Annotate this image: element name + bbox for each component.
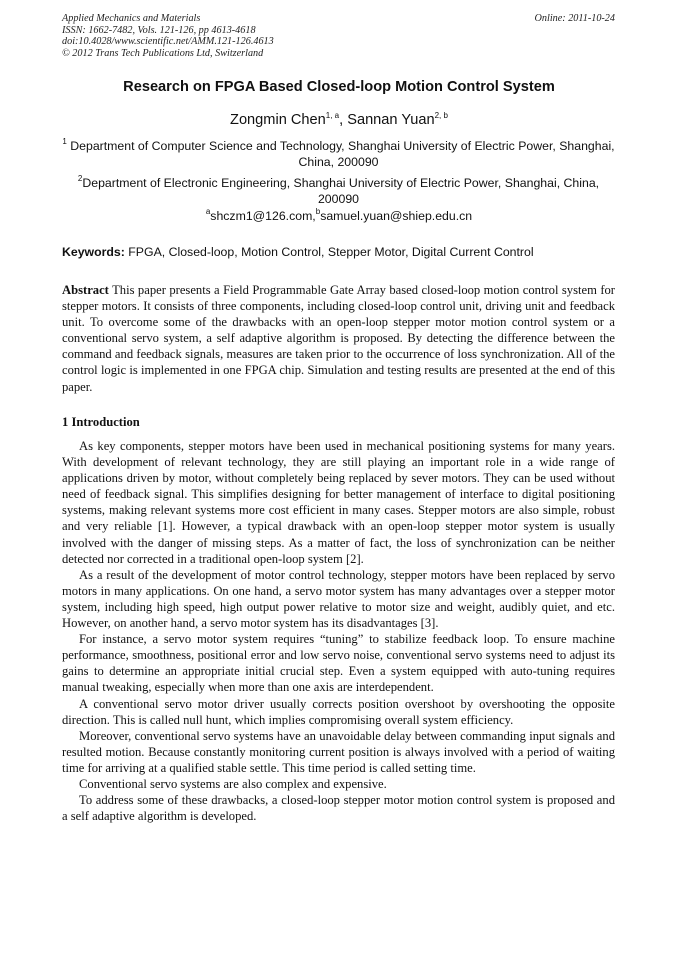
journal-name: Applied Mechanics and Materials [62, 13, 201, 24]
abstract [62, 282, 615, 395]
paragraph: A conventional servo motor driver usually corrects position overshoot by overshooting the opposite direction. This is called null hunt, which implies compromising overall system efficiency. [62, 696, 615, 727]
doi-line: doi:10.4028/www.scientific.net/AMM.121-126.4613 [62, 36, 274, 48]
author-list [0, 112, 678, 128]
email-line [0, 209, 678, 223]
paragraph: To address some of these drawbacks, a closed-loop stepper motor motion control system is proposed and a self adaptive algorithm is developed. [62, 793, 615, 824]
affiliation-superscript: 1 [62, 137, 67, 146]
author-superscript: 2, b [434, 111, 448, 120]
email-address[interactable]: shczm1@126.com, [210, 209, 316, 223]
introduction-body [62, 438, 615, 824]
issn-line: ISSN: 1662-7482, Vols. 121-126, pp 4613-4618 [62, 24, 256, 36]
paper-title: Research on FPGA Based Closed-loop Motion Control System [123, 79, 555, 95]
author-separator: , [339, 112, 348, 128]
keywords-label: Keywords: [62, 245, 125, 259]
paragraph: As a result of the development of motor control technology, stepper motors have been replaced by servo motors in many applications. On one hand, a servo motor system has many advantages over a stepper motor system, including high speed, high output power relative to motor size and weight, audibly quiet, and etc. However, on another hand, a servo motor system has its disadvantages [3]. [62, 567, 615, 631]
abstract-text: This paper presents a Field Programmable Gate Array based closed-loop motion control system for stepper motors. It consists of three components, including closed-loop control unit, driving unit and feedback unit. To overcome some of the drawbacks with an open-loop stepper motor motion control system or a conventional servo system, a self adaptive algorithm is proposed. By detecting the difference between the command and feedback signals, measures are taken prior to the occurrence of loss synchronization. All of the control logic is implemented in one FPGA chip. Simulation and testing results are presented at the end of this paper. [62, 283, 616, 394]
email-address[interactable]: samuel.yuan@shiep.edu.cn [320, 209, 473, 223]
affiliation-2 [62, 175, 615, 207]
affiliation-1 [62, 138, 615, 170]
email-superscript: b [315, 207, 321, 216]
keywords [62, 245, 615, 259]
affiliation-text: Department of Electronic Engineering, Shanghai University of Electric Power, Shanghai, China, 200090 [82, 176, 600, 206]
online-date: Online: 2011-10-24 [534, 13, 615, 24]
paragraph: For instance, a servo motor system requires “tuning” to stabilize feedback loop. To ensure machine performance, smoothness, positional error and low servo noise, conventional servo systems need to adjust its gains to determine an appropriate initial crucial step. Even a system equipped with auto-tuning requires manual tweaking, especially when more than one axis are interdependent. [62, 632, 615, 695]
section-heading: 1 Introduction [62, 415, 140, 429]
author-superscript: 1, a [325, 111, 340, 120]
paragraph: As key components, stepper motors have been used in mechanical positioning systems for many years. With development of relevant technology, they are still playing an important role in a wide range of applications driven by motor, without completely being replaced by sever motors. They can be used without need of feedback signal. This simplifies designing for better management of interface to digital positioning systems, making relevant systems more cost efficient in many cases. Stepper motors are also simple, robust and very reliable [1]. However, a typical drawback with an open-loop stepper motor system is usually involved with the danger of missing steps. As a matter of fact, the loss of synchronization can be neither detected nor corrected in a traditional open-loop system [2]. [62, 439, 615, 566]
paragraph: Conventional servo systems are also complex and expensive. [79, 776, 387, 791]
journal-header [62, 13, 615, 59]
copyright-line: © 2012 Trans Tech Publications Ltd, Switzerland [62, 47, 264, 59]
author-name: Zongmin Chen [230, 112, 326, 128]
affiliation-text: Department of Computer Science and Technology, Shanghai University of Electric Power, Shanghai, China, 200090 [70, 139, 615, 169]
author-name: Sannan Yuan [347, 112, 435, 128]
email-superscript: a [205, 207, 211, 216]
affiliation-superscript: 2 [77, 174, 83, 183]
abstract-label: Abstract [62, 283, 109, 297]
paragraph: Moreover, conventional servo systems have an unavoidable delay between commanding input signals and resulted motion. Because constantly monitoring current position is always involved with a period of waiting time for arriving at a qualified stable settle. This time period is called setting time. [62, 728, 615, 775]
keywords-text: FPGA, Closed-loop, Motion Control, Stepper Motor, Digital Current Control [128, 245, 534, 259]
